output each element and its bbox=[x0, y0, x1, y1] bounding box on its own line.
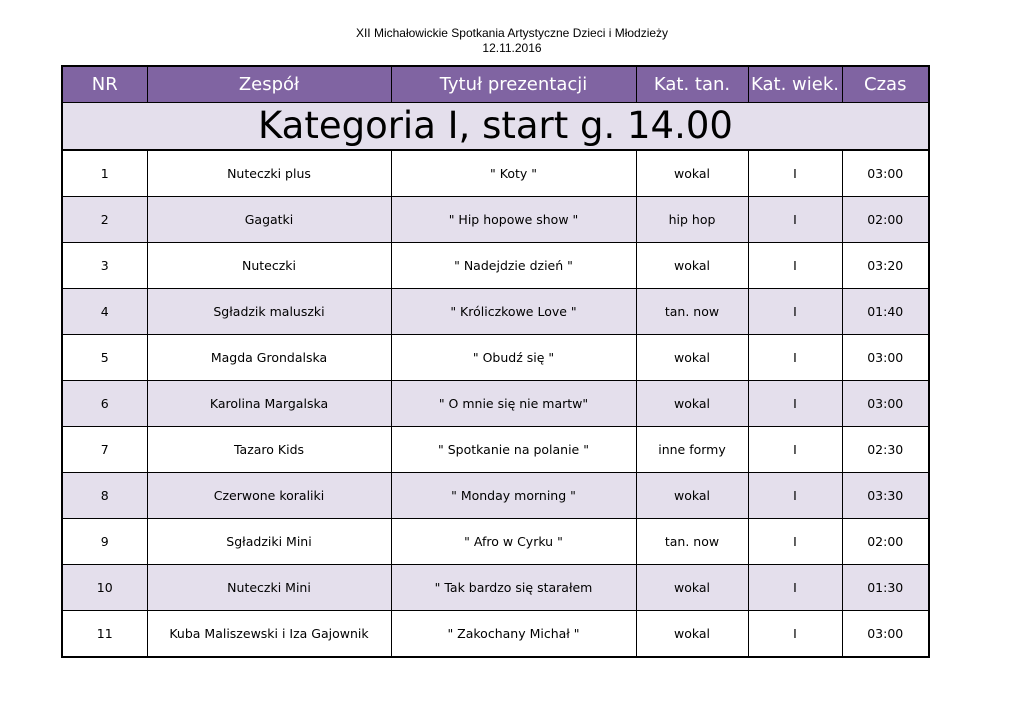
cell-tytul: " O mnie się nie martw" bbox=[391, 381, 636, 427]
cell-nr: 10 bbox=[62, 565, 147, 611]
cell-kat-tan: wokal bbox=[636, 381, 748, 427]
cell-kat-tan: tan. now bbox=[636, 519, 748, 565]
cell-czas: 03:20 bbox=[842, 243, 929, 289]
table-row bbox=[62, 427, 929, 473]
table-row bbox=[62, 519, 929, 565]
cell-kat-wiek: I bbox=[748, 381, 842, 427]
table-row bbox=[62, 289, 929, 335]
cell-nr: 7 bbox=[62, 427, 147, 473]
cell-kat-tan: wokal bbox=[636, 565, 748, 611]
column-header-kat-tan: Kat. tan. bbox=[636, 66, 748, 103]
cell-tytul: " Nadejdzie dzień " bbox=[391, 243, 636, 289]
cell-nr: 9 bbox=[62, 519, 147, 565]
cell-kat-wiek: I bbox=[748, 243, 842, 289]
cell-czas: 03:30 bbox=[842, 473, 929, 519]
cell-tytul: " Afro w Cyrku " bbox=[391, 519, 636, 565]
cell-kat-wiek: I bbox=[748, 289, 842, 335]
document-header bbox=[0, 26, 1024, 56]
table-row bbox=[62, 335, 929, 381]
cell-tytul: " Obudź się " bbox=[391, 335, 636, 381]
cell-kat-wiek: I bbox=[748, 335, 842, 381]
cell-zespol: Nuteczki bbox=[147, 243, 391, 289]
cell-kat-tan: inne formy bbox=[636, 427, 748, 473]
table-row bbox=[62, 611, 929, 658]
cell-czas: 01:30 bbox=[842, 565, 929, 611]
cell-czas: 03:00 bbox=[842, 381, 929, 427]
column-header-kat-wiek: Kat. wiek. bbox=[748, 66, 842, 103]
cell-nr: 4 bbox=[62, 289, 147, 335]
cell-zespol: Tazaro Kids bbox=[147, 427, 391, 473]
cell-zespol: Czerwone koraliki bbox=[147, 473, 391, 519]
column-header-zespol: Zespół bbox=[147, 66, 391, 103]
document-title: XII Michałowickie Spotkania Artystyczne Dzieci i Młodzieży bbox=[355, 26, 669, 40]
cell-kat-wiek: I bbox=[748, 473, 842, 519]
cell-nr: 2 bbox=[62, 197, 147, 243]
cell-nr: 8 bbox=[62, 473, 147, 519]
category-row bbox=[62, 103, 929, 151]
cell-kat-wiek: I bbox=[748, 427, 842, 473]
cell-zespol: Sgładzik maluszki bbox=[147, 289, 391, 335]
column-header-nr: NR bbox=[62, 66, 147, 103]
cell-kat-tan: hip hop bbox=[636, 197, 748, 243]
cell-nr: 6 bbox=[62, 381, 147, 427]
cell-kat-tan: wokal bbox=[636, 150, 748, 197]
cell-nr: 11 bbox=[62, 611, 147, 658]
table-row bbox=[62, 150, 929, 197]
cell-czas: 02:00 bbox=[842, 519, 929, 565]
column-header-tytul: Tytuł prezentacji bbox=[391, 66, 636, 103]
cell-kat-tan: wokal bbox=[636, 243, 748, 289]
cell-czas: 03:00 bbox=[842, 150, 929, 197]
cell-kat-wiek: I bbox=[748, 150, 842, 197]
cell-zespol: Gagatki bbox=[147, 197, 391, 243]
cell-kat-tan: wokal bbox=[636, 335, 748, 381]
cell-czas: 03:00 bbox=[842, 335, 929, 381]
cell-tytul: " Hip hopowe show " bbox=[391, 197, 636, 243]
cell-kat-tan: tan. now bbox=[636, 289, 748, 335]
table-row bbox=[62, 381, 929, 427]
table-body bbox=[62, 103, 929, 658]
cell-tytul: " Spotkanie na polanie " bbox=[391, 427, 636, 473]
cell-kat-wiek: I bbox=[748, 565, 842, 611]
cell-zespol: Nuteczki plus bbox=[147, 150, 391, 197]
header-row bbox=[62, 66, 929, 103]
cell-tytul: " Monday morning " bbox=[391, 473, 636, 519]
cell-zespol: Karolina Margalska bbox=[147, 381, 391, 427]
cell-czas: 02:00 bbox=[842, 197, 929, 243]
cell-czas: 01:40 bbox=[842, 289, 929, 335]
cell-tytul: " Zakochany Michał " bbox=[391, 611, 636, 658]
document-date: 12.11.2016 bbox=[482, 41, 542, 55]
table-row bbox=[62, 565, 929, 611]
cell-nr: 5 bbox=[62, 335, 147, 381]
schedule-table bbox=[61, 65, 930, 658]
cell-zespol: Magda Grondalska bbox=[147, 335, 391, 381]
cell-tytul: " Tak bardzo się starałem bbox=[391, 565, 636, 611]
cell-kat-tan: wokal bbox=[636, 473, 748, 519]
table-row bbox=[62, 473, 929, 519]
cell-kat-wiek: I bbox=[748, 519, 842, 565]
cell-czas: 02:30 bbox=[842, 427, 929, 473]
cell-tytul: " Koty " bbox=[391, 150, 636, 197]
cell-kat-tan: wokal bbox=[636, 611, 748, 658]
cell-tytul: " Króliczkowe Love " bbox=[391, 289, 636, 335]
cell-zespol: Kuba Maliszewski i Iza Gajownik bbox=[147, 611, 391, 658]
cell-kat-wiek: I bbox=[748, 197, 842, 243]
column-header-czas: Czas bbox=[842, 66, 929, 103]
cell-nr: 3 bbox=[62, 243, 147, 289]
table-header bbox=[62, 66, 929, 103]
table-row bbox=[62, 243, 929, 289]
cell-czas: 03:00 bbox=[842, 611, 929, 658]
table-row bbox=[62, 197, 929, 243]
cell-nr: 1 bbox=[62, 150, 147, 197]
cell-kat-wiek: I bbox=[748, 611, 842, 658]
cell-zespol: Nuteczki Mini bbox=[147, 565, 391, 611]
cell-zespol: Sgładziki Mini bbox=[147, 519, 391, 565]
category-title: Kategoria I, start g. 14.00 bbox=[62, 103, 929, 151]
